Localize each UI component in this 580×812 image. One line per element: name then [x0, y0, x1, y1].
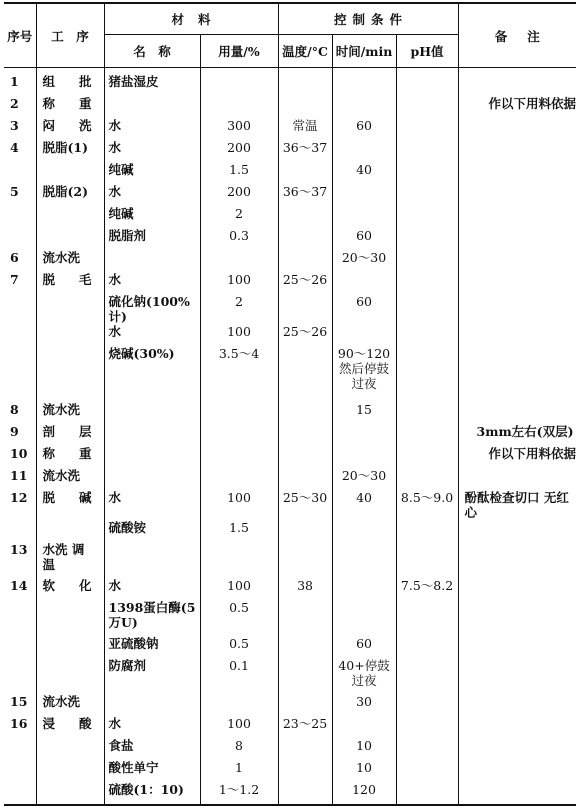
- seq-cell: [4, 600, 36, 636]
- ph-cell: [396, 118, 458, 140]
- quantity-cell: [200, 250, 278, 272]
- process-cell: [36, 520, 104, 542]
- process-cell: 水洗 调温: [36, 542, 104, 578]
- process-cell: [36, 346, 104, 402]
- temperature-cell: [278, 738, 332, 760]
- material-name-cell: 纯碱: [104, 162, 200, 184]
- quantity-cell: [200, 446, 278, 468]
- table-row: [4, 140, 576, 162]
- temperature-cell: [278, 446, 332, 468]
- temperature-cell: [278, 520, 332, 542]
- time-cell: 60: [332, 636, 396, 658]
- ph-cell: [396, 738, 458, 760]
- material-name-cell: 纯碱: [104, 206, 200, 228]
- table-row: [4, 446, 576, 468]
- process-cell: 流水洗: [36, 402, 104, 424]
- time-cell: [332, 716, 396, 738]
- note-cell: [458, 324, 576, 346]
- process-cell: 流水洗: [36, 468, 104, 490]
- table-row: [4, 578, 576, 600]
- note-cell: [458, 272, 576, 294]
- ph-cell: [396, 140, 458, 162]
- quantity-cell: 3.5～4: [200, 346, 278, 402]
- process-cell: [36, 228, 104, 250]
- temperature-cell: 25～26: [278, 272, 332, 294]
- process-cell: 脱碱: [36, 490, 104, 520]
- material-name-cell: [104, 542, 200, 578]
- temperature-cell: 36～37: [278, 140, 332, 162]
- temperature-cell: 25～30: [278, 490, 332, 520]
- table-row: [4, 228, 576, 250]
- material-name-cell: 硫酸(1：10): [104, 782, 200, 805]
- process-cell: [36, 206, 104, 228]
- table-row: [4, 542, 576, 578]
- header-process: 工 序: [36, 3, 104, 68]
- temperature-cell: 常温: [278, 118, 332, 140]
- table-row: [4, 520, 576, 542]
- temperature-cell: [278, 782, 332, 805]
- process-table: [4, 2, 576, 806]
- note-cell: [458, 782, 576, 805]
- material-name-cell: [104, 468, 200, 490]
- note-cell: [458, 738, 576, 760]
- note-cell: 作以下用料依据: [458, 96, 576, 118]
- note-cell: [458, 694, 576, 716]
- time-cell: [332, 140, 396, 162]
- quantity-cell: [200, 96, 278, 118]
- table-row: [4, 96, 576, 118]
- seq-cell: [4, 346, 36, 402]
- temperature-cell: [278, 228, 332, 250]
- temperature-cell: 38: [278, 578, 332, 600]
- seq-cell: [4, 658, 36, 694]
- quantity-cell: [200, 468, 278, 490]
- ph-cell: [396, 542, 458, 578]
- ph-cell: 8.5～9.0: [396, 490, 458, 520]
- quantity-cell: 2: [200, 206, 278, 228]
- seq-cell: 13: [10, 542, 28, 557]
- temperature-cell: [278, 346, 332, 402]
- ph-cell: [396, 206, 458, 228]
- time-cell: [332, 446, 396, 468]
- note-cell: [458, 294, 576, 324]
- seq-cell: 10: [10, 446, 28, 461]
- time-cell: 15: [332, 402, 396, 424]
- seq-cell: 6: [10, 250, 19, 265]
- temperature-cell: [278, 424, 332, 446]
- ph-cell: [396, 424, 458, 446]
- temperature-cell: 25～26: [278, 324, 332, 346]
- table-row: [4, 600, 576, 636]
- process-cell: [36, 294, 104, 324]
- seq-cell: 9: [10, 424, 19, 439]
- process-cell: [36, 162, 104, 184]
- table-row: [4, 490, 576, 520]
- header-time: 时间/min: [332, 35, 396, 68]
- header-qty: 用量/%: [200, 35, 278, 68]
- process-cell: [36, 636, 104, 658]
- process-cell: 软化: [36, 578, 104, 600]
- seq-cell: 11: [10, 468, 28, 483]
- seq-cell: [4, 636, 36, 658]
- note-cell: [458, 346, 576, 402]
- note-cell: [458, 636, 576, 658]
- process-cell: [36, 782, 104, 805]
- header-seq: 序号: [4, 3, 36, 68]
- process-cell: 称重: [36, 446, 104, 468]
- ph-cell: [396, 658, 458, 694]
- seq-cell: 3: [10, 118, 19, 133]
- table-row: [4, 74, 576, 96]
- ph-cell: [396, 74, 458, 96]
- note-cell: [458, 118, 576, 140]
- process-cell: 闷洗: [36, 118, 104, 140]
- ph-cell: [396, 184, 458, 206]
- process-table-document: [4, 2, 576, 806]
- quantity-cell: 100: [200, 716, 278, 738]
- temperature-cell: [278, 658, 332, 694]
- material-name-cell: 水: [104, 578, 200, 600]
- table-body: [4, 68, 576, 806]
- temperature-cell: [278, 636, 332, 658]
- time-cell: 40: [332, 162, 396, 184]
- time-cell: 20～30: [332, 250, 396, 272]
- time-cell: 20～30: [332, 468, 396, 490]
- material-name-cell: [104, 694, 200, 716]
- material-name-cell: 防腐剂: [104, 658, 200, 694]
- note-cell: [458, 760, 576, 782]
- material-name-cell: 食盐: [104, 738, 200, 760]
- quantity-cell: [200, 694, 278, 716]
- material-name-cell: 猪盐湿皮: [104, 74, 200, 96]
- process-cell: 组批: [36, 74, 104, 96]
- quantity-cell: 100: [200, 578, 278, 600]
- table-row: [4, 118, 576, 140]
- material-name-cell: 水: [104, 118, 200, 140]
- table-row: [4, 424, 576, 446]
- time-cell: [332, 424, 396, 446]
- quantity-cell: [200, 542, 278, 578]
- ph-cell: [396, 694, 458, 716]
- quantity-cell: 100: [200, 324, 278, 346]
- quantity-cell: 200: [200, 140, 278, 162]
- seq-cell: [4, 162, 36, 184]
- time-cell: 30: [332, 694, 396, 716]
- note-cell: 作以下用料依据: [458, 446, 576, 468]
- header-notes: 备注: [458, 3, 576, 68]
- seq-cell: [4, 520, 36, 542]
- process-cell: [36, 600, 104, 636]
- ph-cell: [396, 324, 458, 346]
- ph-cell: [396, 600, 458, 636]
- seq-cell: [4, 738, 36, 760]
- table-row: [4, 716, 576, 738]
- material-name-cell: 烧碱(30%): [104, 346, 200, 402]
- header-controls: 控制条件: [278, 3, 458, 35]
- process-cell: 脱脂(1): [36, 140, 104, 162]
- seq-cell: [4, 760, 36, 782]
- process-cell: 流水洗: [36, 694, 104, 716]
- time-cell: 90～120 然后停鼓 过夜: [332, 346, 396, 402]
- temperature-cell: [278, 162, 332, 184]
- note-cell: [458, 542, 576, 578]
- time-cell: [332, 542, 396, 578]
- ph-cell: [396, 162, 458, 184]
- note-cell: [458, 250, 576, 272]
- temperature-cell: [278, 74, 332, 96]
- time-cell: 120: [332, 782, 396, 805]
- material-name-cell: 1398蛋白酶(5 万U): [104, 600, 200, 636]
- note-cell: [458, 74, 576, 96]
- table-row: [4, 250, 576, 272]
- time-cell: 60: [332, 228, 396, 250]
- material-name-cell: 水: [104, 324, 200, 346]
- seq-cell: 5: [10, 184, 19, 199]
- material-name-cell: 脱脂剂: [104, 228, 200, 250]
- seq-cell: [4, 294, 36, 324]
- seq-cell: 8: [10, 402, 19, 417]
- header-name: 名 称: [104, 35, 200, 68]
- process-cell: [36, 324, 104, 346]
- temperature-cell: 23～25: [278, 716, 332, 738]
- note-cell: 3mm左右(双层): [458, 424, 576, 446]
- header-temp: 温度/°C: [278, 35, 332, 68]
- material-name-cell: [104, 402, 200, 424]
- seq-cell: 4: [10, 140, 19, 155]
- material-name-cell: 亚硫酸钠: [104, 636, 200, 658]
- table-row: [4, 184, 576, 206]
- quantity-cell: 8: [200, 738, 278, 760]
- process-cell: 脱脂(2): [36, 184, 104, 206]
- material-name-cell: [104, 250, 200, 272]
- quantity-cell: 100: [200, 272, 278, 294]
- time-cell: [332, 206, 396, 228]
- ph-cell: [396, 294, 458, 324]
- seq-cell: 7: [10, 272, 19, 287]
- temperature-cell: [278, 250, 332, 272]
- quantity-cell: 1.5: [200, 162, 278, 184]
- material-name-cell: 水: [104, 716, 200, 738]
- time-cell: 40+停鼓 过夜: [332, 658, 396, 694]
- quantity-cell: 2: [200, 294, 278, 324]
- temperature-cell: [278, 760, 332, 782]
- quantity-cell: 0.5: [200, 636, 278, 658]
- note-cell: [458, 206, 576, 228]
- seq-cell: 12: [10, 490, 28, 505]
- quantity-cell: 300: [200, 118, 278, 140]
- table-row: [4, 324, 576, 346]
- material-name-cell: 水: [104, 272, 200, 294]
- header-materials: 材料: [104, 3, 278, 35]
- ph-cell: [396, 760, 458, 782]
- note-cell: [458, 162, 576, 184]
- ph-cell: [396, 250, 458, 272]
- process-cell: 流水洗: [36, 250, 104, 272]
- note-cell: [458, 578, 576, 600]
- material-name-cell: [104, 446, 200, 468]
- quantity-cell: 0.1: [200, 658, 278, 694]
- seq-cell: 1: [10, 74, 19, 89]
- seq-cell: 2: [10, 96, 19, 111]
- material-name-cell: 酸性单宁: [104, 760, 200, 782]
- header-ph: pH值: [396, 35, 458, 68]
- seq-cell: 16: [10, 716, 28, 731]
- table-row: [4, 162, 576, 184]
- note-cell: [458, 228, 576, 250]
- material-name-cell: [104, 424, 200, 446]
- note-cell: [458, 402, 576, 424]
- temperature-cell: [278, 206, 332, 228]
- material-name-cell: [104, 96, 200, 118]
- temperature-cell: 36～37: [278, 184, 332, 206]
- quantity-cell: [200, 402, 278, 424]
- table-row: [4, 272, 576, 294]
- table-row: [4, 206, 576, 228]
- temperature-cell: [278, 542, 332, 578]
- table-row: [4, 738, 576, 760]
- process-cell: 浸酸: [36, 716, 104, 738]
- process-cell: 剖层: [36, 424, 104, 446]
- time-cell: [332, 324, 396, 346]
- seq-cell: 14: [10, 578, 28, 593]
- time-cell: [332, 600, 396, 636]
- table-row: [4, 468, 576, 490]
- ph-cell: [396, 228, 458, 250]
- table-row: [4, 760, 576, 782]
- quantity-cell: 1.5: [200, 520, 278, 542]
- time-cell: 40: [332, 490, 396, 520]
- ph-cell: [396, 468, 458, 490]
- ph-cell: [396, 96, 458, 118]
- quantity-cell: 1～1.2: [200, 782, 278, 805]
- temperature-cell: [278, 294, 332, 324]
- ph-cell: [396, 402, 458, 424]
- time-cell: 10: [332, 760, 396, 782]
- material-name-cell: 水: [104, 140, 200, 162]
- material-name-cell: 硫酸铵: [104, 520, 200, 542]
- time-cell: [332, 184, 396, 206]
- temperature-cell: [278, 96, 332, 118]
- note-cell: [458, 140, 576, 162]
- time-cell: [332, 96, 396, 118]
- quantity-cell: 0.3: [200, 228, 278, 250]
- ph-cell: [396, 636, 458, 658]
- quantity-cell: [200, 424, 278, 446]
- table-row: [4, 782, 576, 805]
- material-name-cell: 水: [104, 490, 200, 520]
- quantity-cell: 200: [200, 184, 278, 206]
- note-cell: [458, 658, 576, 694]
- time-cell: [332, 272, 396, 294]
- seq-cell: [4, 228, 36, 250]
- seq-cell: [4, 782, 36, 805]
- ph-cell: [396, 446, 458, 468]
- ph-cell: [396, 782, 458, 805]
- process-cell: [36, 760, 104, 782]
- ph-cell: [396, 520, 458, 542]
- time-cell: 10: [332, 738, 396, 760]
- temperature-cell: [278, 694, 332, 716]
- temperature-cell: [278, 402, 332, 424]
- process-cell: [36, 738, 104, 760]
- seq-cell: [4, 324, 36, 346]
- table-row: [4, 294, 576, 324]
- time-cell: 60: [332, 118, 396, 140]
- ph-cell: 7.5～8.2: [396, 578, 458, 600]
- material-name-cell: 硫化钠(100%计): [104, 294, 200, 324]
- note-cell: [458, 468, 576, 490]
- quantity-cell: [200, 74, 278, 96]
- note-cell: [458, 184, 576, 206]
- process-cell: 称重: [36, 96, 104, 118]
- seq-cell: [4, 206, 36, 228]
- time-cell: 60: [332, 294, 396, 324]
- time-cell: [332, 520, 396, 542]
- process-cell: [36, 658, 104, 694]
- table-header: [4, 3, 576, 68]
- temperature-cell: [278, 600, 332, 636]
- table-row: [4, 636, 576, 658]
- process-cell: 脱毛: [36, 272, 104, 294]
- table-row: [4, 402, 576, 424]
- temperature-cell: [278, 468, 332, 490]
- note-cell: 酚酞检查切口 无红心: [458, 490, 576, 520]
- table-row: [4, 694, 576, 716]
- quantity-cell: 1: [200, 760, 278, 782]
- material-name-cell: 水: [104, 184, 200, 206]
- table-row: [4, 658, 576, 694]
- note-cell: [458, 716, 576, 738]
- ph-cell: [396, 346, 458, 402]
- quantity-cell: 0.5: [200, 600, 278, 636]
- seq-cell: 15: [10, 694, 28, 709]
- table-row: [4, 346, 576, 402]
- ph-cell: [396, 272, 458, 294]
- ph-cell: [396, 716, 458, 738]
- time-cell: [332, 74, 396, 96]
- note-cell: [458, 600, 576, 636]
- quantity-cell: 100: [200, 490, 278, 520]
- note-cell: [458, 520, 576, 542]
- time-cell: [332, 578, 396, 600]
